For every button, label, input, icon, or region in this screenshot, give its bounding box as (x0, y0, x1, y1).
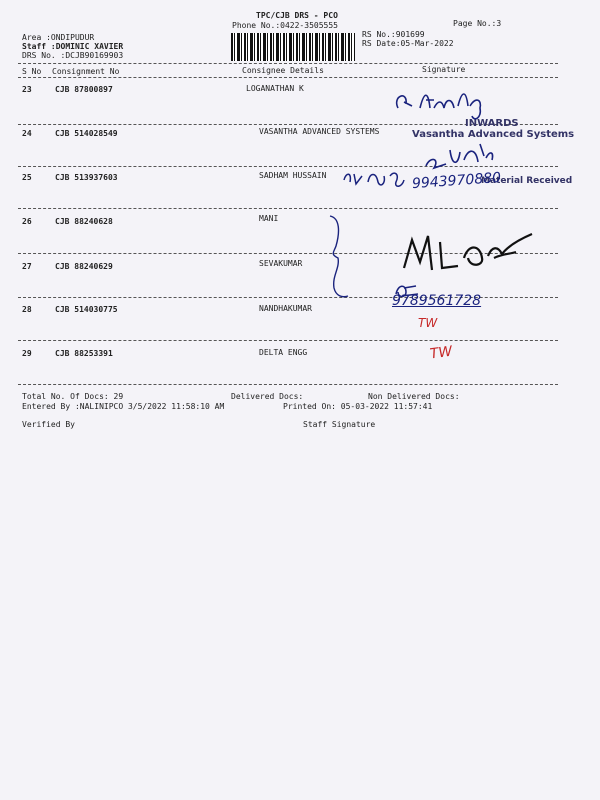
row-sno: 23 (22, 85, 32, 94)
area-label: Area :ONDIPUDUR (22, 33, 95, 42)
non-delivered-docs: Non Delivered Docs: (368, 392, 460, 401)
drs-number: DRS No. :DCJB90169903 (22, 51, 124, 60)
divider (18, 77, 558, 78)
divider (18, 340, 558, 341)
total-docs: Total No. Of Docs: 29 (22, 392, 124, 401)
row-consignment: CJB 88240628 (55, 217, 113, 226)
document-title: TPC/CJB DRS - PCO (256, 11, 338, 20)
row-sno: 26 (22, 217, 32, 226)
row-consignee: MANI (259, 214, 279, 223)
divider (18, 208, 558, 209)
page-number: Page No.:3 (453, 19, 502, 28)
row-sno: 25 (22, 173, 32, 182)
phone-number: Phone No.:0422-3505555 (232, 21, 338, 30)
rs-date: RS Date:05-Mar-2022 (362, 39, 454, 48)
row-consignee: NANDHAKUMAR (259, 304, 312, 313)
barcode (231, 33, 355, 61)
col-signature: Signature (422, 65, 466, 74)
row-consignee: VASANTHA ADVANCED SYSTEMS (259, 127, 380, 136)
signature-loganathan (390, 86, 500, 126)
rs-number: RS No.:901699 (362, 30, 425, 39)
row-consignment: CJB 514030775 (55, 305, 118, 314)
row-sno: 28 (22, 305, 32, 314)
brace-mark (326, 212, 356, 302)
divider (18, 384, 558, 385)
handwritten-phone: 9943970880 (411, 169, 502, 193)
row-consignment: CJB 88240629 (55, 262, 113, 271)
company-stamp: Vasantha Advanced Systems (412, 129, 575, 140)
row-consignment: CJB 514028549 (55, 129, 118, 138)
row-consignee: LOGANATHAN K (246, 84, 304, 93)
handwritten-phone-2: 9789561728 (392, 293, 482, 309)
row-sno: 27 (22, 262, 32, 271)
inwards-stamp: INWARDS (465, 118, 519, 129)
row-consignee: SADHAM HUSSAIN (259, 171, 327, 180)
signature-mani (398, 228, 538, 278)
signature-sadham (340, 166, 410, 192)
tw-mark: TW (418, 316, 438, 330)
divider (18, 63, 558, 64)
delivered-docs: Delivered Docs: (231, 392, 304, 401)
row-consignment: CJB 88253391 (55, 349, 113, 358)
col-consignee: Consignee Details (242, 66, 324, 75)
col-sno: S No (22, 67, 42, 76)
verified-by: Verified By (22, 420, 75, 429)
material-stamp: Material Received (481, 176, 573, 186)
entered-by: Entered By :NALINIPCO 3/5/2022 11:58:10 AM (22, 402, 225, 411)
staff-signature: Staff Signature (303, 420, 376, 429)
col-consignment: Consignment No (52, 67, 120, 76)
row-consignee: DELTA ENGG (259, 348, 308, 357)
row-consignment: CJB 87800897 (55, 85, 113, 94)
staff-label: Staff :DOMINIC XAVIER (22, 42, 124, 51)
row-consignment: CJB 513937603 (55, 173, 118, 182)
row-sno: 29 (22, 349, 32, 358)
printed-on: Printed On: 05-03-2022 11:57:41 (283, 402, 433, 411)
tw-mark: TW (428, 343, 454, 363)
row-consignee: SEVAKUMAR (259, 259, 303, 268)
row-sno: 24 (22, 129, 32, 138)
